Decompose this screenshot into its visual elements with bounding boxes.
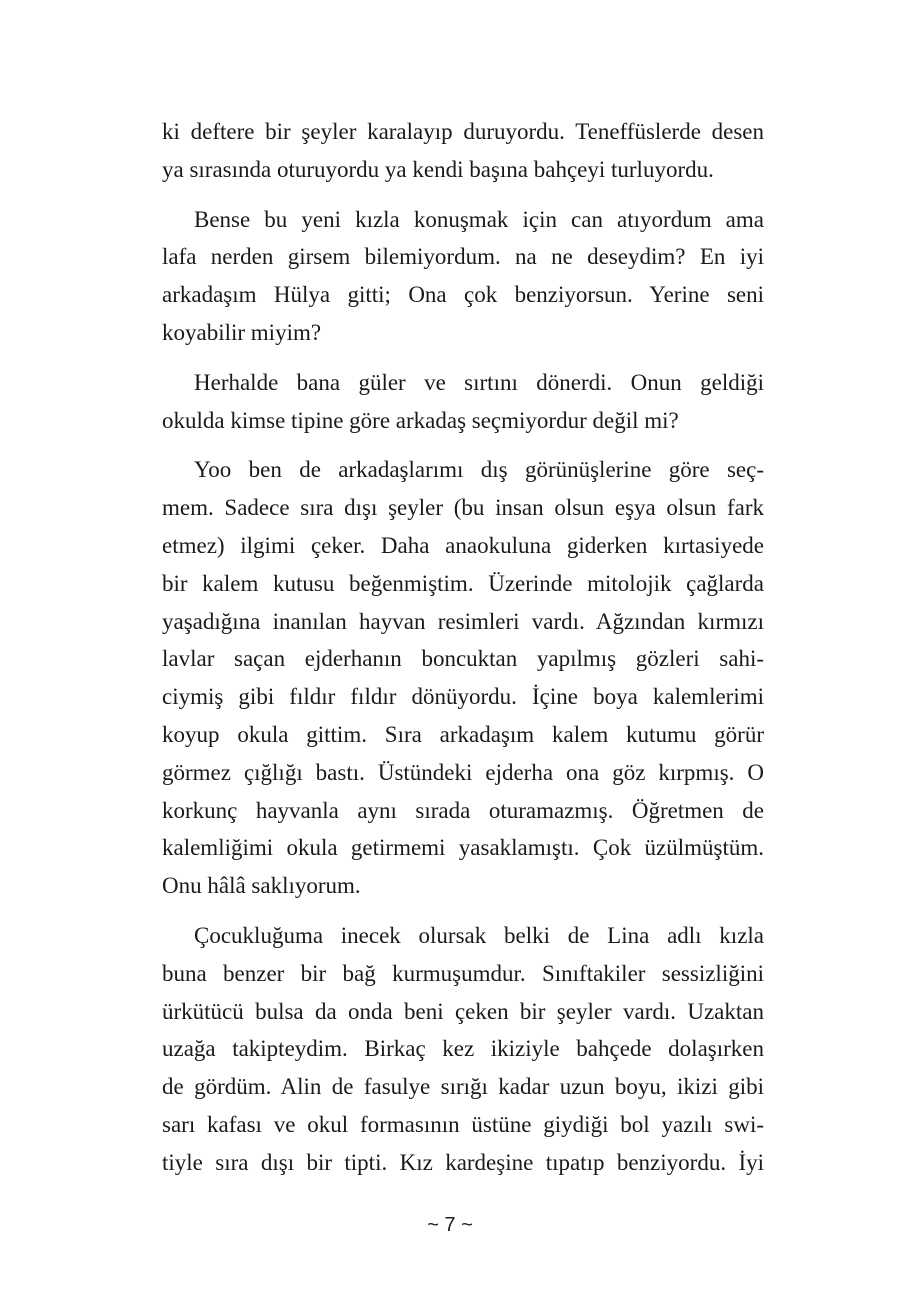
- text-line: koyabilir miyim?: [162, 319, 322, 345]
- text-line: lavlar saçan ejderhanın boncuktan yapılmış gözleri sahi-: [162, 646, 764, 672]
- text-line: buna benzer bir bağ kurmuşumdur. Sınıftakiler sessizliğini: [162, 960, 764, 986]
- paragraph: [162, 451, 764, 905]
- text-line: etmez) ilgimi çeker. Daha anaokuluna giderken kırtasiyede: [162, 532, 764, 558]
- text-line: koyup okula gittim. Sıra arkadaşım kalem kutumu görür: [162, 721, 764, 747]
- text-line: Herhalde bana güler ve sırtını dönerdi. Onun geldiği: [194, 369, 764, 395]
- text-line: Onu hâlâ saklıyorum.: [162, 873, 361, 899]
- text-line: kalemliğimi okula getirmemi yasaklamıştı. Çok üzülmüştüm.: [162, 835, 764, 861]
- text-line: sarı kafası ve okul formasının üstüne giydiği bol yazılı swi-: [162, 1111, 764, 1137]
- text-line: görmez çığlığı bastı. Üstündeki ejderha ona göz kırpmış. O: [162, 759, 764, 785]
- text-line: mem. Sadece sıra dışı şeyler (bu insan olsun eşya olsun fark: [162, 495, 764, 521]
- paragraph: [162, 917, 764, 1182]
- text-line: Çocukluğuma inecek olursak belki de Lina adlı kızla: [194, 922, 764, 948]
- text-line: Bense bu yeni kızla konuşmak için can atıyordum ama: [194, 206, 764, 232]
- page-number: ~ 7 ~: [427, 1214, 473, 1236]
- text-line: yaşadığına inanılan hayvan resimleri vardı. Ağzından kırmızı: [162, 608, 764, 634]
- text-line: korkunç hayvanla aynı sırada oturamazmış. Öğretmen de: [162, 797, 764, 823]
- text-line: de gördüm. Alin de fasulye sırığı kadar uzun boyu, ikizi gibi: [162, 1074, 764, 1100]
- text-line: arkadaşım Hülya gitti; Ona çok benziyorsun. Yerine seni: [162, 282, 764, 308]
- paragraph: [162, 113, 764, 189]
- text-line: tiyle sıra dışı bir tipti. Kız kardeşine tıpatıp benziyordu. İyi: [162, 1149, 764, 1175]
- text-line: ciymiş gibi fıldır fıldır dönüyordu. İçine boya kalemlerimi: [162, 684, 764, 710]
- text-line: okulda kimse tipine göre arkadaş seçmiyordur değil mi?: [162, 407, 679, 433]
- text-line: lafa nerden girsem bilemiyordum. na ne deseydim? En iyi: [162, 244, 764, 270]
- text-line: ki deftere bir şeyler karalayıp duruyordu. Teneffüslerde desen: [162, 119, 764, 144]
- text-line: uzağa takipteydim. Birkaç kez ikiziyle bahçede dolaşırken: [162, 1036, 764, 1062]
- text-line: ya sırasında oturuyordu ya kendi başına bahçeyi turluyordu.: [162, 156, 714, 182]
- text-line: Yoo ben de arkadaşlarımı dış görünüşlerine göre seç-: [194, 457, 764, 483]
- text-line: bir kalem kutusu beğenmiştim. Üzerinde mitolojik çağlarda: [162, 570, 764, 596]
- body-text: [162, 113, 764, 1194]
- paragraph: [162, 364, 764, 440]
- text-line: ürkütücü bulsa da onda beni çeken bir şeyler vardı. Uzaktan: [162, 998, 764, 1024]
- paragraph: [162, 201, 764, 352]
